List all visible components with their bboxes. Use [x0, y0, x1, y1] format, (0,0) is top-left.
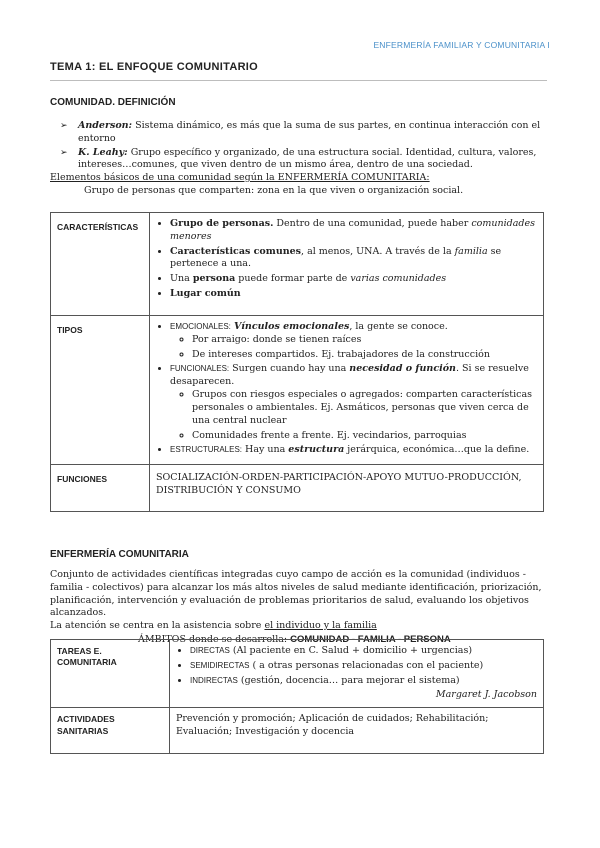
list-item: • Grupo de personas. Dentro de una comunidad, puede haber comunidades menores [170, 218, 537, 244]
definition-text: Grupo específico y organizado, de una estructura social. Identidad, cultura, valores, intereses…comunes, que viven dentro de un mismo área, dentro de una sociedad. [78, 146, 537, 171]
row-label: TIPOS [51, 316, 150, 465]
list-item: • EMOCIONALES: Vínculos emocionales, la gente se conoce. ◦ Por arraigo: donde se tienen raíces ◦ De intereses compartidos. Ej. trabajadores de la construcción [170, 321, 537, 361]
arrow-bullet-icon: ➢ [60, 147, 68, 158]
row-label: FUNCIONES [51, 465, 150, 512]
row-content: Prevención y promoción; Aplicación de cuidados; Rehabilitación; Evaluación; Investigación y docencia [170, 708, 544, 754]
sub-list-item: ◦ Por arraigo: donde se tienen raíces [192, 334, 537, 347]
row-label: ACTIVIDADES SANITARIAS [51, 708, 170, 754]
elements-title: Elementos básicos de una comunidad según la ENFERMERÍA COMUNITARIA: [50, 172, 430, 183]
table-row [51, 465, 544, 512]
list-item: • Características comunes, al menos, UNA. A través de la familia se pertenece a una. [170, 246, 537, 272]
list-item: • ESTRUCTURALES: Hay una estructura jerárquica, económica…que la define. [170, 444, 537, 457]
definition-author: K. Leahy: [78, 146, 128, 158]
definition-item [60, 146, 548, 173]
section-heading-enfermeria: ENFERMERÍA COMUNITARIA [50, 549, 189, 560]
list-item: • DIRECTAS (Al paciente en C. Salud + domicilio + urgencias) [190, 645, 537, 658]
list-item: • FUNCIONALES: Surgen cuando hay una necesidad o función. Si se resuelve desaparecen. ◦ Grupos con riesgos especiales o agregados: comparten características personales o ambientales. Ej. Asmáticos, personas que viven cerca de una central nuclear ◦ Comunidades frente a frente. Ej. vecindarios, parroquias [170, 363, 537, 442]
row-content [150, 213, 544, 316]
sub-list-item: ◦ Comunidades frente a frente. Ej. vecindarios, parroquias [192, 430, 537, 443]
sub-list-item: ◦ Grupos con riesgos especiales o agregados: comparten características personales o ambientales. Ej. Asmáticos, personas que viven cerca de una central nuclear [192, 389, 537, 427]
tareas-table [50, 639, 544, 754]
comunidad-table [50, 212, 544, 512]
sub-list-item: ◦ De intereses compartidos. Ej. trabajadores de la construcción [192, 349, 537, 362]
list-item: • Lugar común [170, 288, 537, 301]
elements-block [50, 172, 548, 198]
elements-text: Grupo de personas que comparten: zona en la que viven o organización social. [84, 184, 464, 196]
enfermeria-definition: Conjunto de actividades científicas integradas cuyo campo de acción es la comunidad (individuos - familia - colectivos) para alcanzar los más altos niveles de salud mediante identificación, priorización, planificación, intervención y evaluación de problemas prioritarios de salud, evaluando los objetivos alcanzados. [50, 569, 542, 619]
arrow-bullet-icon: ➢ [60, 121, 68, 131]
row-content: SOCIALIZACIÓN-ORDEN-PARTICIPACIÓN-APOYO MUTUO-PRODUCCIÓN, DISTRIBUCIÓN Y CONSUMO [150, 465, 544, 512]
definition-author: Anderson: [78, 120, 133, 131]
list-item: • Una persona puede formar parte de varias comunidades [170, 273, 537, 286]
atencion-line: La atención se centra en la asistencia sobre el individuo y la familia [50, 620, 377, 631]
row-label: TAREAS E. COMUNITARIA [51, 640, 170, 708]
list-item: • SEMIDIRECTAS ( a otras personas relacionadas con el paciente) [190, 660, 537, 673]
document-header: ENFERMERÍA FAMILIAR Y COMUNITARIA I [373, 40, 550, 50]
section-heading-comunidad: COMUNIDAD. DEFINICIÓN [50, 97, 176, 108]
table-row [51, 213, 544, 316]
table-row [51, 708, 544, 754]
ambitos-line: ÁMBITOS donde se desarrolla: COMUNIDAD - FAMILIA - PERSONA [138, 634, 451, 645]
row-content [170, 640, 544, 708]
definition-text: Sistema dinámico, es más que la suma de sus partes, en continua interacción con el entorno [78, 120, 541, 144]
title-divider [50, 80, 547, 81]
row-content [150, 316, 544, 465]
table-row [51, 640, 544, 708]
list-item: • INDIRECTAS (gestión, docencia… para mejorar el sistema) [190, 675, 537, 688]
definition-item [60, 120, 548, 146]
definitions-list [60, 120, 548, 173]
row-label: CARACTERÍSTICAS [51, 213, 150, 316]
page-title: TEMA 1: EL ENFOQUE COMUNITARIO [50, 61, 259, 73]
citation-author: Margaret J. Jacobson [435, 689, 537, 701]
table-row [51, 316, 544, 465]
